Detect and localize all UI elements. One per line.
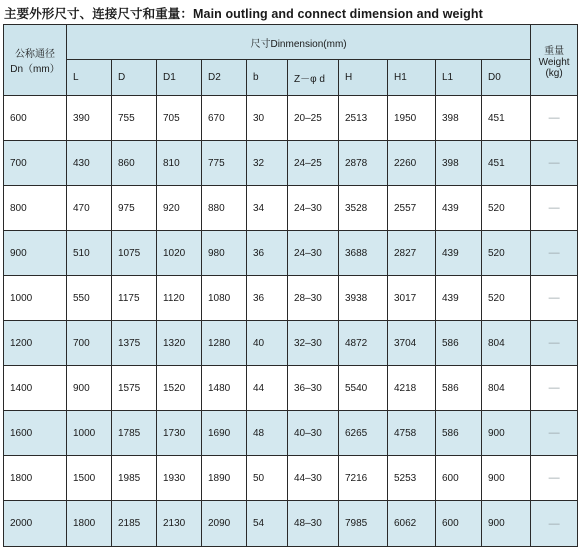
table-cell: 1375 <box>112 321 157 366</box>
table-cell: 3938 <box>339 276 388 321</box>
table-cell: 1080 <box>202 276 247 321</box>
table-cell: 44 <box>247 366 288 411</box>
table-cell: 2130 <box>157 501 202 547</box>
dn-header-cn: 公称通径 <box>15 49 55 60</box>
weight-header-cn: 重量 <box>544 45 565 57</box>
table-row <box>4 186 578 231</box>
table-cell: 430 <box>67 141 112 186</box>
table-cell: 398 <box>436 96 482 141</box>
table-cell: 700 <box>67 321 112 366</box>
dn-cell: 700 <box>4 141 67 186</box>
table-cell: 860 <box>112 141 157 186</box>
table-cell: 451 <box>482 96 531 141</box>
table-cell: 1575 <box>112 366 157 411</box>
table-cell: 44–30 <box>288 456 339 501</box>
table-cell: 4872 <box>339 321 388 366</box>
table-cell: 920 <box>157 186 202 231</box>
dn-cell: 1800 <box>4 456 67 501</box>
table-cell: 5253 <box>388 456 436 501</box>
dn-header-en: Dn（mm） <box>10 64 60 75</box>
table-cell: 520 <box>482 231 531 276</box>
table-cell: 4758 <box>388 411 436 456</box>
table-cell: 1500 <box>67 456 112 501</box>
table-cell: 1075 <box>112 231 157 276</box>
table-cell: 2090 <box>202 501 247 547</box>
dn-cell: 1400 <box>4 366 67 411</box>
table-row <box>4 231 578 276</box>
dn-cell: 800 <box>4 186 67 231</box>
table-row <box>4 411 578 456</box>
column-header-row <box>4 60 578 96</box>
table-cell: 520 <box>482 276 531 321</box>
table-cell: 600 <box>436 501 482 547</box>
table-cell: 600 <box>436 456 482 501</box>
table-cell: 1020 <box>157 231 202 276</box>
table-cell: 550 <box>67 276 112 321</box>
column-header: Z－φ d <box>288 60 339 96</box>
dn-cell: 1600 <box>4 411 67 456</box>
table-cell: 755 <box>112 96 157 141</box>
column-header: D0 <box>482 60 531 96</box>
table-cell: 1930 <box>157 456 202 501</box>
table-cell: 520 <box>482 186 531 231</box>
table-cell: 3528 <box>339 186 388 231</box>
table-cell: 30 <box>247 96 288 141</box>
table-cell: 40 <box>247 321 288 366</box>
table-cell: 40–30 <box>288 411 339 456</box>
table-cell: 804 <box>482 366 531 411</box>
weight-cell: — <box>531 141 578 186</box>
table-cell: 1800 <box>67 501 112 547</box>
table-cell: 510 <box>67 231 112 276</box>
weight-cell: — <box>531 411 578 456</box>
dn-cell: 1000 <box>4 276 67 321</box>
table-cell: 1000 <box>67 411 112 456</box>
table-cell: 20–25 <box>288 96 339 141</box>
table-cell: 1520 <box>157 366 202 411</box>
column-header: b <box>247 60 288 96</box>
table-cell: 32–30 <box>288 321 339 366</box>
table-cell: 3017 <box>388 276 436 321</box>
table-cell: 1480 <box>202 366 247 411</box>
table-cell: 32 <box>247 141 288 186</box>
weight-cell: — <box>531 456 578 501</box>
weight-cell: — <box>531 96 578 141</box>
column-header: L1 <box>436 60 482 96</box>
table-cell: 975 <box>112 186 157 231</box>
table-cell: 50 <box>247 456 288 501</box>
table-cell: 54 <box>247 501 288 547</box>
table-cell: 48 <box>247 411 288 456</box>
table-cell: 28–30 <box>288 276 339 321</box>
table-body <box>4 96 578 547</box>
table-cell: 586 <box>436 411 482 456</box>
table-row <box>4 456 578 501</box>
table-cell: 1690 <box>202 411 247 456</box>
table-cell: 1785 <box>112 411 157 456</box>
table-row <box>4 501 578 547</box>
weight-cell: — <box>531 276 578 321</box>
table-cell: 470 <box>67 186 112 231</box>
table-cell: 670 <box>202 96 247 141</box>
table-row <box>4 366 578 411</box>
table-cell: 24–25 <box>288 141 339 186</box>
column-header: H <box>339 60 388 96</box>
weight-cell: — <box>531 186 578 231</box>
table-cell: 6062 <box>388 501 436 547</box>
table-cell: 7216 <box>339 456 388 501</box>
table-cell: 3704 <box>388 321 436 366</box>
weight-cell: — <box>531 366 578 411</box>
dn-cell: 1200 <box>4 321 67 366</box>
weight-cell: — <box>531 501 578 547</box>
dn-cell: 900 <box>4 231 67 276</box>
table-cell: 439 <box>436 231 482 276</box>
table-cell: 1730 <box>157 411 202 456</box>
table-cell: 2878 <box>339 141 388 186</box>
table-cell: 7985 <box>339 501 388 547</box>
table-cell: 390 <box>67 96 112 141</box>
table-cell: 451 <box>482 141 531 186</box>
table-cell: 24–30 <box>288 231 339 276</box>
column-header: H1 <box>388 60 436 96</box>
table-cell: 2260 <box>388 141 436 186</box>
table-cell: 775 <box>202 141 247 186</box>
table-cell: 4218 <box>388 366 436 411</box>
table-cell: 586 <box>436 366 482 411</box>
weight-header <box>531 25 578 96</box>
table-cell: 36 <box>247 276 288 321</box>
table-cell: 2185 <box>112 501 157 547</box>
table-row <box>4 141 578 186</box>
table-cell: 1950 <box>388 96 436 141</box>
table-cell: 34 <box>247 186 288 231</box>
table-cell: 48–30 <box>288 501 339 547</box>
table-cell: 900 <box>67 366 112 411</box>
column-header: D1 <box>157 60 202 96</box>
table-cell: 900 <box>482 456 531 501</box>
table-cell: 810 <box>157 141 202 186</box>
table-cell: 900 <box>482 501 531 547</box>
table-cell: 6265 <box>339 411 388 456</box>
table-cell: 880 <box>202 186 247 231</box>
table-cell: 398 <box>436 141 482 186</box>
table-cell: 586 <box>436 321 482 366</box>
table-cell: 2513 <box>339 96 388 141</box>
table-row <box>4 276 578 321</box>
dn-header <box>4 25 67 96</box>
table-cell: 1280 <box>202 321 247 366</box>
table-cell: 439 <box>436 186 482 231</box>
table-cell: 1985 <box>112 456 157 501</box>
dimension-header: 尺寸Dinmension(mm) <box>67 25 531 60</box>
dimension-table <box>3 24 578 547</box>
table-cell: 980 <box>202 231 247 276</box>
table-cell: 2827 <box>388 231 436 276</box>
column-header: D2 <box>202 60 247 96</box>
weight-cell: — <box>531 231 578 276</box>
dn-cell: 2000 <box>4 501 67 547</box>
column-header: L <box>67 60 112 96</box>
weight-header-en: Weight <box>538 56 570 68</box>
table-cell: 24–30 <box>288 186 339 231</box>
table-cell: 36 <box>247 231 288 276</box>
column-header: D <box>112 60 157 96</box>
table-cell: 36–30 <box>288 366 339 411</box>
table-cell: 3688 <box>339 231 388 276</box>
table-row <box>4 96 578 141</box>
table-cell: 900 <box>482 411 531 456</box>
table-cell: 1120 <box>157 276 202 321</box>
weight-cell: — <box>531 321 578 366</box>
table-cell: 1320 <box>157 321 202 366</box>
weight-header-unit: (kg) <box>545 67 563 79</box>
table-cell: 1890 <box>202 456 247 501</box>
table-cell: 2557 <box>388 186 436 231</box>
dn-cell: 600 <box>4 96 67 141</box>
table-row <box>4 321 578 366</box>
table-cell: 705 <box>157 96 202 141</box>
table-title: 主要外形尺寸、连接尺寸和重量：Main outling and connect dimension and weight <box>4 7 483 21</box>
table-cell: 804 <box>482 321 531 366</box>
table-cell: 1175 <box>112 276 157 321</box>
table-cell: 5540 <box>339 366 388 411</box>
table-cell: 439 <box>436 276 482 321</box>
